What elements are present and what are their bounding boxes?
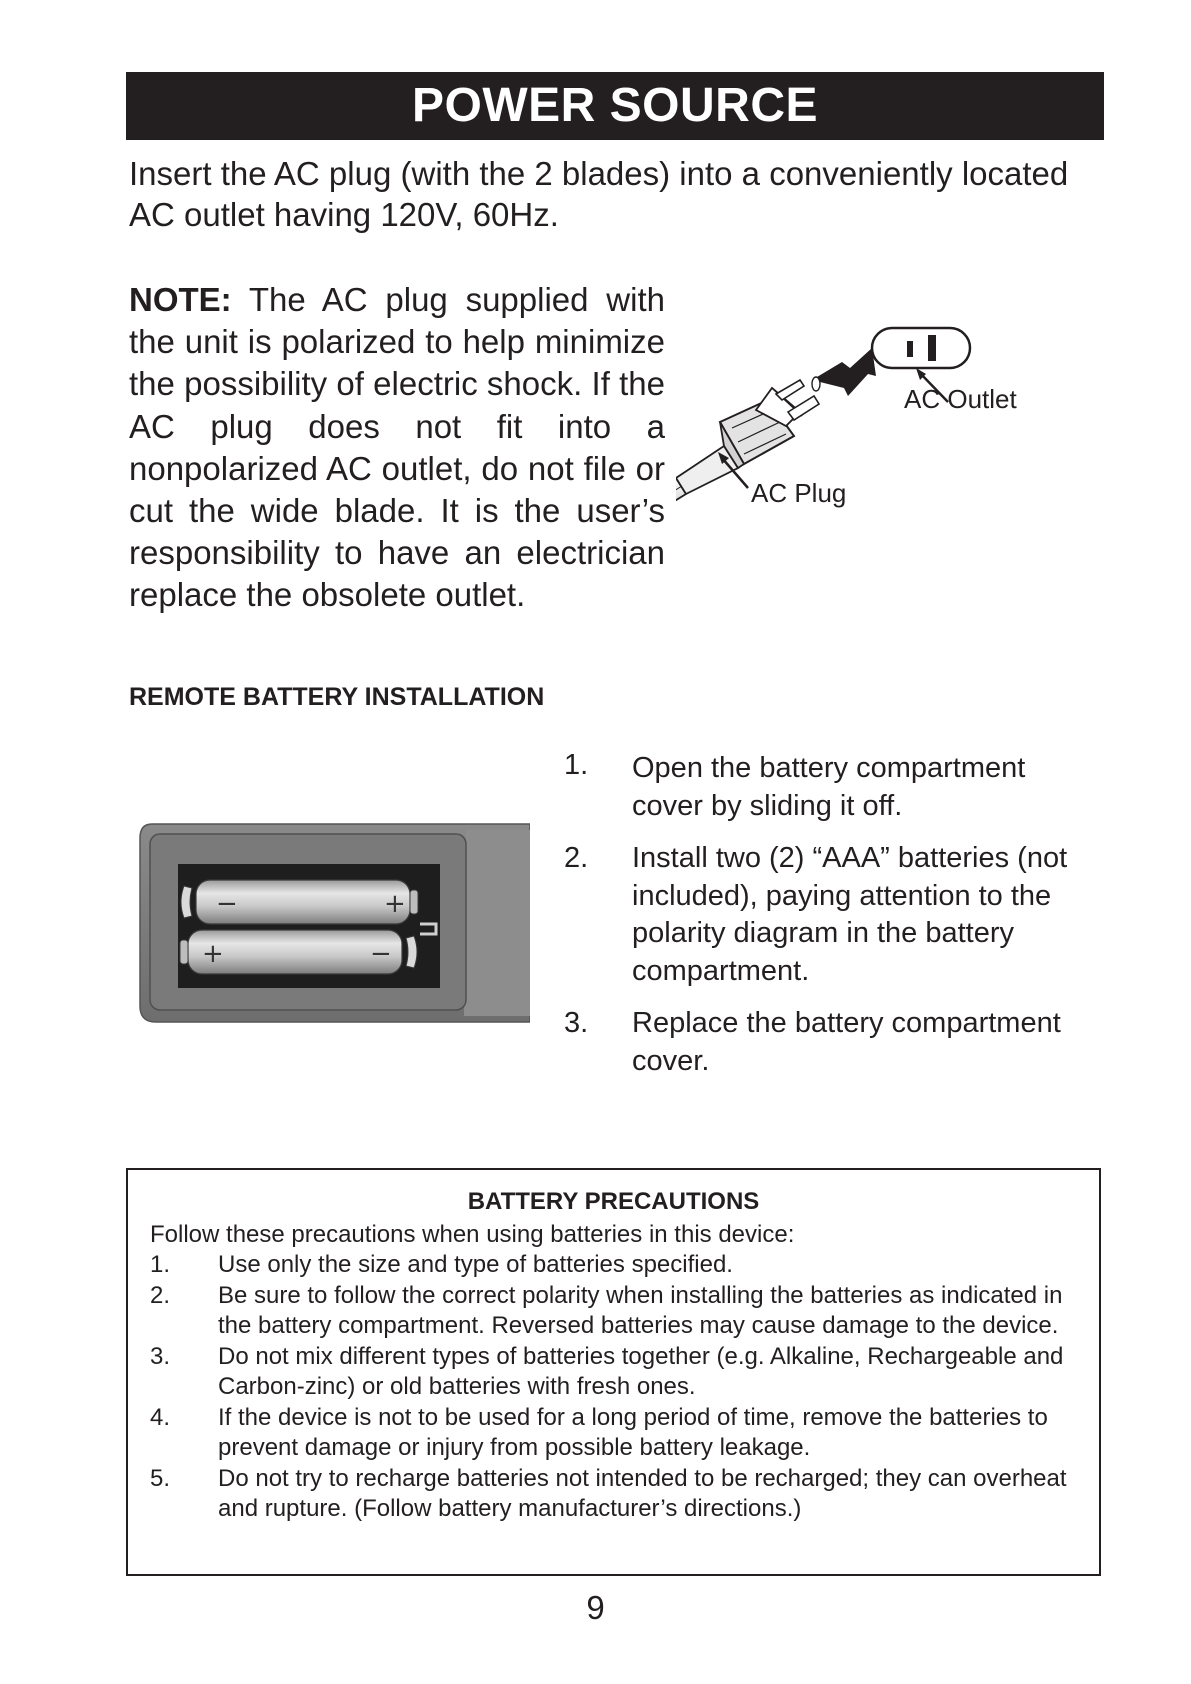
precaution-text: Use only the size and type of batteries specified. [218, 1251, 733, 1278]
ac-plug-outlet-illustration [676, 318, 1106, 558]
precautions-title: BATTERY PRECAUTIONS [467, 1188, 760, 1215]
insert-arrow [812, 348, 876, 396]
page-title: POWER SOURCE [411, 79, 819, 132]
note-text: The AC plug supplied with the unit is polarized to help minimize the possibility of electric shock. If the AC plug does not fit into a nonpolarized AC outlet, do not file or cut the wide blade. It is the user’s responsibility to have an electrician replace the obsolete outlet. [129, 281, 665, 614]
precaution-text: Do not try to recharge batteries not intended to be recharged; they can overheat and rupture. (Follow battery manufacturer’s directions.) [218, 1464, 1067, 1522]
list-item [150, 1464, 1080, 1525]
ac-outlet-label: AC Outlet [904, 384, 1017, 414]
battery-top-minus: − [216, 889, 238, 919]
ac-plug-outlet-drawing [676, 318, 1106, 558]
step-text: Replace the battery compartment cover. [632, 1007, 1061, 1077]
list-item [150, 1250, 1080, 1281]
precaution-number: 5. [150, 1464, 171, 1492]
intro-paragraph: Insert the AC plug (with the 2 blades) into a conveniently located AC outlet having 120V, 60Hz. [129, 155, 1069, 233]
precaution-number: 3. [150, 1342, 171, 1370]
precaution-text: Do not mix different types of batteries together (e.g. Alkaline, Rechargeable and Carbon-zinc) or old batteries with fresh ones. [218, 1342, 1064, 1400]
step-text: Install two (2) “AAA” batteries (not included), paying attention to the polarity diagram in the battery compartment. [632, 842, 1068, 987]
battery-bottom-minus: − [370, 939, 392, 969]
note-paragraph [129, 279, 665, 617]
step-number: 1. [564, 749, 589, 781]
precaution-number: 4. [150, 1403, 171, 1431]
battery-compartment-drawing [138, 820, 530, 1026]
battery-top-plus: + [384, 889, 406, 919]
step-number: 2. [564, 842, 589, 874]
precaution-text: Be sure to follow the correct polarity when installing the batteries as indicated in the battery compartment. Reversed batteries may cause damage to the device. [218, 1281, 1063, 1339]
battery-compartment-illustration [138, 820, 530, 1026]
list-item [150, 1342, 1080, 1403]
ac-plug [676, 377, 820, 494]
step-text: Open the battery compartment cover by sliding it off. [632, 752, 1026, 822]
list-item [560, 840, 1100, 990]
precaution-number: 2. [150, 1281, 171, 1309]
battery-precautions-box [126, 1168, 1101, 1576]
list-item [150, 1403, 1080, 1464]
precaution-number: 1. [150, 1251, 171, 1278]
list-item [150, 1281, 1080, 1342]
page-number: 9 [586, 1589, 605, 1626]
precautions-intro: Follow these precautions when using batteries in this device: [150, 1221, 795, 1248]
battery-install-steps [560, 750, 1100, 1095]
ac-plug-label: AC Plug [751, 478, 847, 508]
step-number: 3. [564, 1007, 589, 1039]
precautions-list [150, 1250, 1080, 1525]
battery-top [181, 880, 418, 924]
list-item [560, 1005, 1100, 1080]
remote-battery-heading: REMOTE BATTERY INSTALLATION [129, 683, 545, 711]
note-label: NOTE: [129, 281, 232, 318]
list-item [560, 750, 1100, 825]
ac-outlet [872, 328, 970, 368]
page-title-bar [126, 72, 1104, 140]
battery-bottom-plus: + [202, 939, 224, 969]
battery-bottom [180, 930, 417, 974]
precaution-text: If the device is not to be used for a long period of time, remove the batteries to prevent damage or injury from possible battery leakage. [218, 1403, 1048, 1461]
